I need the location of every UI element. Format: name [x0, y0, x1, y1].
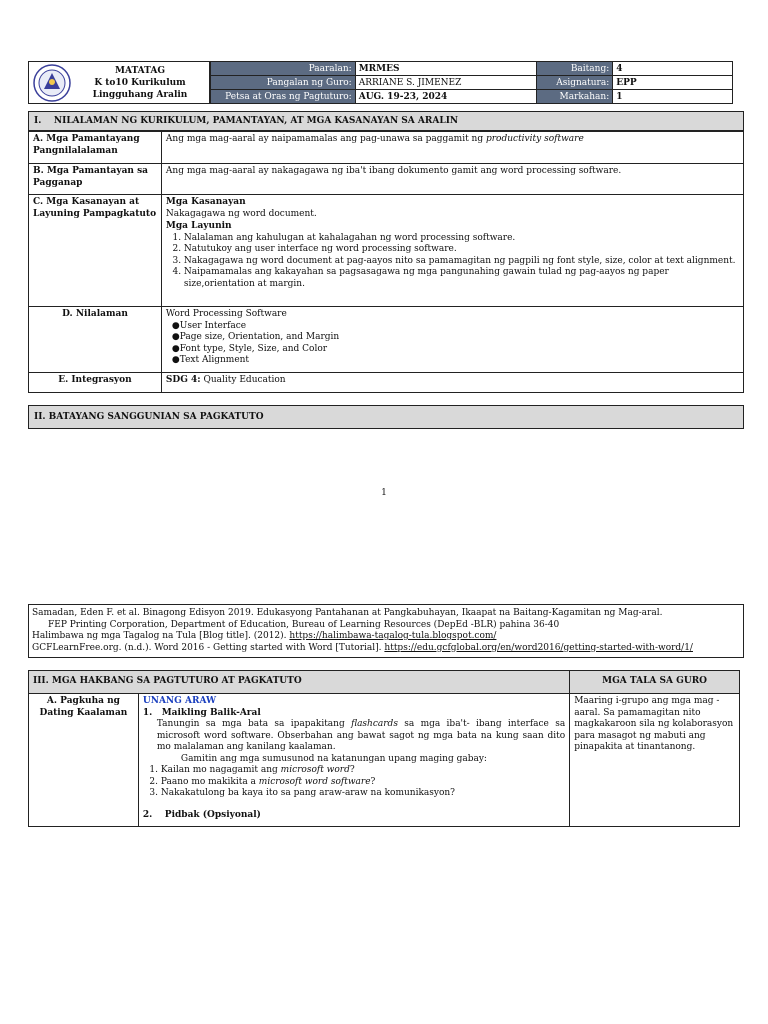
header-block	[28, 61, 210, 104]
markahan-label: Markahan:	[537, 90, 613, 104]
section-2-title: II. BATAYANG SANGGUNIAN SA PAGKATUTO	[34, 412, 264, 422]
row-e-label: E. Integrasyon	[29, 373, 162, 393]
bullet-icon: ●	[171, 343, 180, 354]
header-line-3: Lingguhang Aralin	[92, 90, 188, 100]
header-fields-table	[210, 61, 733, 104]
reference-line: GCFLearnFree.org. (n.d.). Word 2016 - Getting started with Word [Tutorial]. https://edu.gcfglobal.org/en/word2016/getting-started-with-word/1/	[32, 642, 693, 653]
section-1-table	[28, 131, 744, 393]
baitang-label: Baitang:	[537, 62, 613, 76]
petsa-label: Petsa at Oras ng Pagtuturo:	[211, 90, 356, 104]
notes-title: MGA TALA SA GURO	[570, 671, 740, 694]
bullet-icon: ●	[171, 332, 180, 342]
kasanayan-text: Nakagagawa ng word document.	[165, 208, 317, 219]
row-pagkuha-content	[138, 694, 569, 827]
section-2-heading	[28, 405, 744, 429]
reference-link[interactable]: https://halimbawa-tagalog-tula.blogspot.com/	[289, 631, 497, 641]
asignatura-value: EPP	[613, 76, 733, 90]
baitang-value: 4	[613, 62, 733, 76]
markahan-value: 1	[613, 90, 733, 104]
row-d-content	[161, 307, 743, 373]
row-a-label: A. Mga Pamantayang Pangnilalalaman	[29, 132, 162, 164]
guro-label: Pangalan ng Guro:	[211, 76, 356, 90]
question-item: 2. Paano mo makikita a microsoft word software?	[161, 777, 565, 789]
petsa-value: AUG. 19-23, 2024	[355, 90, 537, 104]
layunin-list	[166, 233, 739, 291]
step-1-heading: 1. Maikling Balik-Aral	[142, 707, 261, 718]
row-c-content	[161, 195, 743, 307]
layunin-item: 2. Natutukoy ang user interface ng word processing software.	[184, 244, 739, 256]
row-e-text: SDG 4: Quality Education	[161, 373, 743, 393]
page-number: 1	[381, 488, 387, 498]
kasanayan-heading: Mga Kasanayan	[165, 197, 246, 207]
step-2-heading: 2. Pidbak (Opsiyonal)	[142, 809, 261, 820]
row-b-text: Ang mga mag-aaral ay nakagagawa ng iba't ibang dokumento gamit ang word processing software.	[161, 164, 743, 195]
question-item: 3. Nakakatulong ba kaya ito sa pang araw-araw na komunikasyon?	[161, 788, 565, 800]
question-item: 1. Kailan mo nagagamit ang microsoft word?	[161, 765, 565, 777]
asignatura-label: Asignatura:	[537, 76, 613, 90]
section-1-title: I. NILALAMAN NG KURIKULUM, PAMANTAYAN, AT MGA KASANAYAN SA ARALIN	[34, 116, 459, 126]
layunin-item: 4. Naipamamalas ang kakayahan sa pagsasagawa ng mga pangunahing gawain tulad ng pag-aayos ng paper size,orientation at margin.	[184, 267, 739, 290]
nilalaman-item: ●Page size, Orientation, and Margin	[171, 332, 340, 342]
guide-text: Gamitin ang mga sumusunod na katanungan upang maging gabay:	[180, 753, 487, 764]
row-c-label: C. Mga Kasanayan at Layuning Pampagkatuto	[29, 195, 162, 307]
header-line-2: K to10 Kurikulum	[94, 78, 186, 88]
questions-list	[143, 765, 565, 800]
header-line-1: MATATAG	[114, 66, 166, 76]
guro-value: ARRIANE S. JIMENEZ	[355, 76, 537, 90]
reference-line: Halimbawa ng mga Tagalog na Tula [Blog title]. (2012). https://halimbawa-tagalog-tula.blogspot.com/	[32, 631, 497, 641]
bullet-icon: ●	[171, 320, 180, 331]
reference-link[interactable]: https://edu.gcfglobal.org/en/word2016/getting-started-with-word/1/	[384, 642, 693, 653]
section-3-title: III. MGA HAKBANG SA PAGTUTURO AT PAGKATUTO	[29, 671, 570, 694]
nilalaman-item: ●User Interface	[171, 320, 247, 331]
paaralan-value: MRMES	[355, 62, 537, 76]
deped-seal-icon	[33, 64, 71, 102]
day-label: UNANG ARAW	[142, 696, 217, 706]
nilalaman-heading: Word Processing Software	[165, 309, 287, 319]
nilalaman-item: ●Font type, Style, Size, and Color	[171, 343, 328, 354]
row-b-label: B. Mga Pamantayan sa Pagganap	[29, 164, 162, 195]
references-box	[28, 604, 744, 658]
section-3-table	[28, 670, 740, 827]
layunin-item: 3. Nakagagawa ng word document at pag-aayos nito sa pamamagitan ng pagpili ng font style, size, color at text alignment.	[184, 256, 739, 268]
teacher-notes: Maaring i-grupo ang mga mag - aaral. Sa pamamagitan nito magkakaroon sila ng kolaborasyon para masagot ng mabuti ang pinapakita at tinantanong.	[570, 694, 740, 827]
nilalaman-item: ●Text Alignment	[171, 355, 250, 365]
bullet-icon: ●	[171, 355, 180, 365]
step-1-text: Tanungin sa mga bata sa ipapakitang flashcards sa mga iba't- ibang interface sa microsoft word software. Obserbahan ang bawat sagot ng mga bata na kung saan dito mo malalaman ang kanilang kaalaman.	[156, 719, 566, 752]
row-a-text: Ang mga mag-aaral ay naipamamalas ang pag-unawa sa paggamit ng productivity software	[161, 132, 743, 164]
layunin-heading: Mga Layunin	[165, 221, 232, 231]
layunin-item: 1. Nalalaman ang kahulugan at kahalagahan ng word processing software.	[184, 233, 739, 245]
row-d-label: D. Nilalaman	[29, 307, 162, 373]
paaralan-label: Paaralan:	[211, 62, 356, 76]
section-1-heading	[28, 111, 744, 131]
reference-line: Samadan, Eden F. et al. Binagong Edisyon 2019. Edukasyong Pantahanan at Pangkabuhayan, Ikaapat na Baitang-Kagamitan ng Mag-aral.	[32, 608, 663, 618]
reference-line: FEP Printing Corporation, Department of Education, Bureau of Learning Resources (DepEd -BLR) pahina 36-40	[48, 619, 560, 630]
row-pagkuha-label: A. Pagkuha ng Dating Kaalaman	[29, 694, 139, 827]
